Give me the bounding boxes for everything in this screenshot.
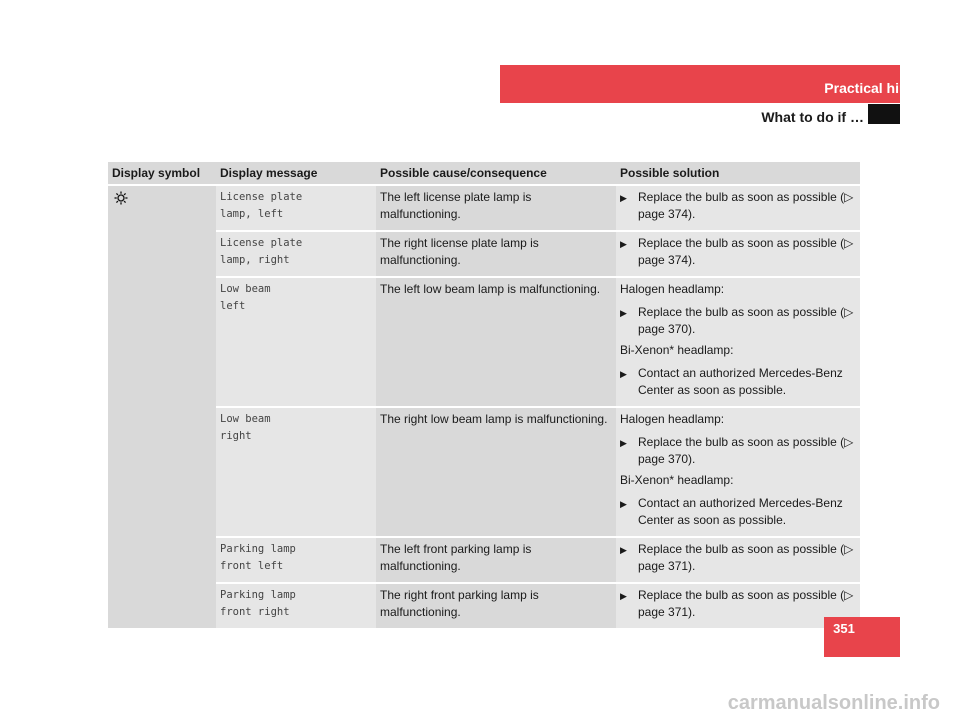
page-number: 351 — [833, 621, 855, 636]
bullet-arrow-icon: ▶ — [620, 308, 627, 318]
column-header: Display symbol — [108, 162, 216, 184]
display-message: Parking lamp front left — [216, 538, 376, 582]
possible-cause: The left low beam lamp is malfunctioning. — [376, 278, 616, 406]
solution-step — [620, 189, 856, 223]
table-row — [108, 186, 860, 230]
possible-cause: The left front parking lamp is malfunctioning. — [376, 538, 616, 582]
bullet-arrow-icon: ▶ — [620, 545, 627, 555]
column-header: Display message — [216, 162, 376, 184]
bullet-arrow-icon: ▶ — [620, 438, 627, 448]
possible-solution — [616, 408, 860, 536]
possible-solution — [616, 186, 860, 230]
section-subtitle: What to do if … — [761, 109, 864, 125]
display-messages-table — [108, 160, 860, 630]
table-row — [108, 232, 860, 276]
display-message: Low beam left — [216, 278, 376, 406]
column-header: Possible cause/consequence — [376, 162, 616, 184]
solution-step-text: Contact an authorized Mercedes-Benz Center as soon as possible. — [638, 366, 843, 397]
table-row — [108, 278, 860, 406]
bullet-arrow-icon: ▶ — [620, 591, 627, 601]
bullet-arrow-icon: ▶ — [620, 193, 627, 203]
display-message: License plate lamp, left — [216, 186, 376, 230]
bullet-arrow-icon: ▶ — [620, 499, 627, 509]
bullet-arrow-icon: ▶ — [620, 239, 627, 249]
solution-step-text: Contact an authorized Mercedes-Benz Center as soon as possible. — [638, 496, 843, 527]
bullet-arrow-icon: ▶ — [620, 369, 627, 379]
possible-cause: The right license plate lamp is malfunctioning. — [376, 232, 616, 276]
display-symbol-cell — [108, 186, 216, 628]
display-message: License plate lamp, right — [216, 232, 376, 276]
possible-cause: The right low beam lamp is malfunctioning. — [376, 408, 616, 536]
table-row — [108, 408, 860, 536]
header-marker — [868, 104, 900, 124]
solution-step-text: Replace the bulb as soon as possible (▷ page 370). — [638, 435, 854, 466]
solution-heading: Halogen headlamp: — [620, 282, 725, 296]
possible-cause: The left license plate lamp is malfunctioning. — [376, 186, 616, 230]
section-title: Practical hints — [824, 80, 920, 96]
solution-step — [620, 587, 856, 621]
solution-heading: Halogen headlamp: — [620, 412, 725, 426]
solution-step — [620, 235, 856, 269]
solution-step-text: Replace the bulb as soon as possible (▷ page 371). — [638, 542, 854, 573]
possible-solution — [616, 232, 860, 276]
solution-step — [620, 495, 856, 529]
solution-heading: Bi-Xenon* headlamp: — [620, 343, 734, 357]
table-header-row — [108, 162, 860, 184]
watermark: carmanualsonline.info — [727, 692, 940, 714]
solution-step — [620, 434, 856, 468]
solution-step — [620, 304, 856, 338]
solution-step-text: Replace the bulb as soon as possible (▷ page 374). — [638, 236, 854, 267]
possible-solution — [616, 538, 860, 582]
column-header: Possible solution — [616, 162, 860, 184]
solution-step — [620, 541, 856, 575]
solution-step — [620, 365, 856, 399]
solution-step-text: Replace the bulb as soon as possible (▷ page 374). — [638, 190, 854, 221]
solution-step-text: Replace the bulb as soon as possible (▷ page 371). — [638, 588, 854, 619]
possible-cause: The right front parking lamp is malfunctioning. — [376, 584, 616, 628]
table-row — [108, 538, 860, 582]
table-row — [108, 584, 860, 628]
possible-solution — [616, 278, 860, 406]
solution-heading: Bi-Xenon* headlamp: — [620, 473, 734, 487]
solution-step-text: Replace the bulb as soon as possible (▷ page 370). — [638, 305, 854, 336]
display-message: Parking lamp front right — [216, 584, 376, 628]
lamp-icon — [114, 191, 126, 203]
display-message: Low beam right — [216, 408, 376, 536]
